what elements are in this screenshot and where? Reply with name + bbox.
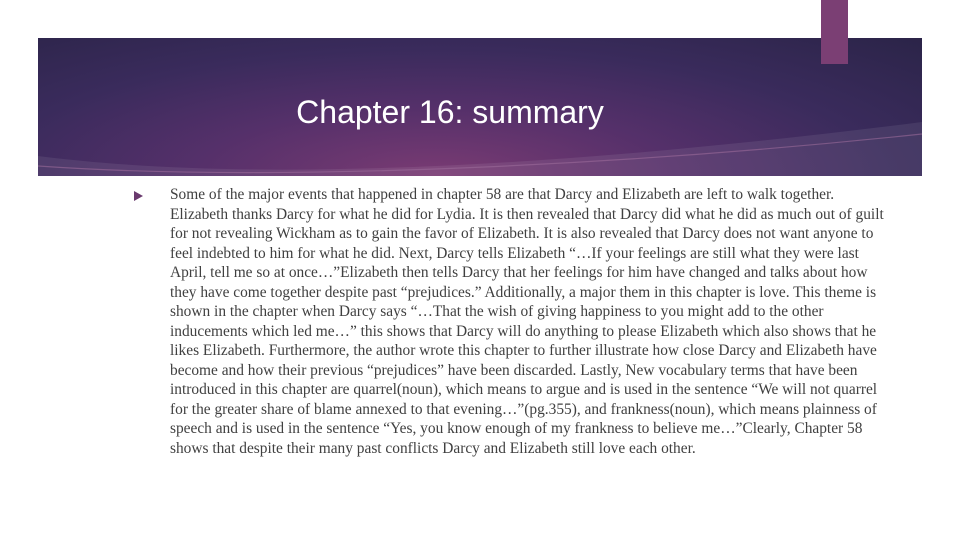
title-container [150,90,750,134]
bullet-arrow-icon [134,191,143,201]
bullet-item [146,185,886,458]
content-area [146,185,886,458]
summary-paragraph: Some of the major events that happened in chapter 58 are that Darcy and Elizabeth are left to walk together. Elizabeth thanks Darcy for what he did for Lydia. It is then revealed that Darcy did what he did as much out of guilt for not revealing Wickham as to gain the favor of Elizabeth. It is also revealed that Darcy does not want anyone to feel indebted to him for what he did. Next, Darcy tells Elizabeth “…If your feelings are still what they were last April, tell me so at once…”Elizabeth then tells Darcy that her feelings for him have changed and talks about how they have come together despite past “prejudices.” Additionally, a major them in this chapter is love. This theme is shown in the chapter when Darcy says “…That the wish of giving happiness to you might add to the other inducements which led me…” this shows that Darcy will do anything to please Elizabeth which also shows that he likes Elizabeth. Furthermore, the author wrote this chapter to further illustrate how close Darcy and Elizabeth have become and how their previous “prejudices” have been discarded. Lastly, New vocabulary terms that have been introduced in this chapter are quarrel(noun), which means to argue and is used in the sentence “We will not quarrel for the greater share of blame annexed to that evening…”(pg.355), and frankness(noun), which means plainness of speech and is used in the sentence “Yes, you know enough of my frankness to believe me…”Clearly, Chapter 58 shows that despite their many past conflicts Darcy and Elizabeth still love each other. [170,186,884,457]
slide-title: Chapter 16: summary [296,94,604,130]
accent-bar [821,0,848,64]
